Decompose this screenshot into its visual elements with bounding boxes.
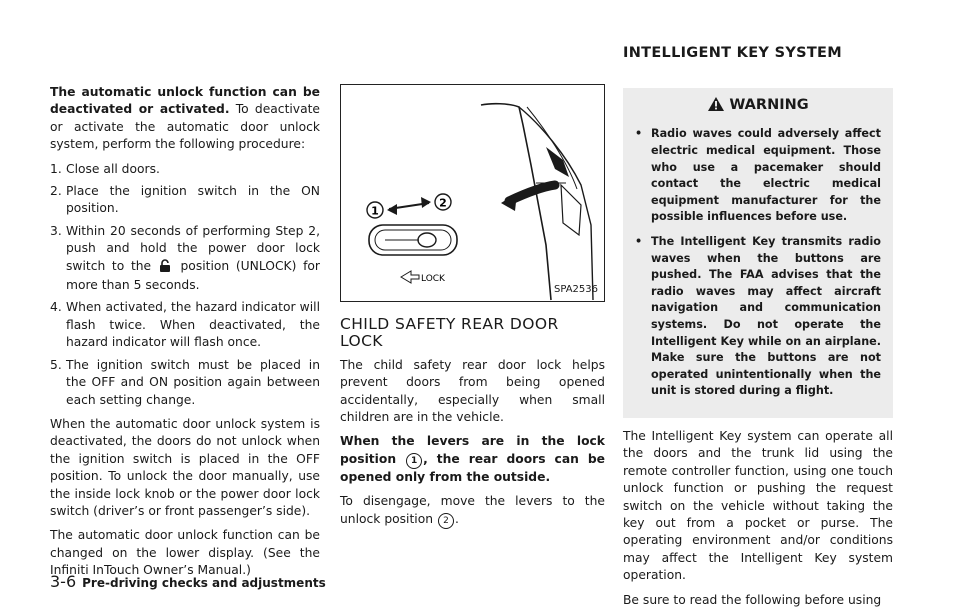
child-lock-figure (340, 84, 605, 302)
lock-text-b: , the rear doors can be opened only from the outside. (340, 451, 606, 484)
page-footer (50, 572, 326, 591)
procedure-step (50, 357, 320, 409)
middle-column (340, 84, 605, 536)
disengage-paragraph (340, 493, 605, 528)
step-text: The ignition switch must be placed in the OFF and ON position again between each setting change. (66, 357, 320, 407)
warning-box (623, 88, 893, 418)
door-lock-illustration (341, 85, 604, 301)
procedure-step (50, 161, 320, 178)
warning-item (635, 126, 881, 226)
body-paragraph: The automatic door unlock function can be changed on the lower display. (See the Infiniti InTouch Owner’s Manual.) (50, 528, 320, 578)
footer-section: Pre-driving checks and adjustments (82, 576, 326, 590)
body-paragraph: When the automatic door unlock system is deactivated, the doors do not unlock when the ignition switch is placed in the OFF position. To unlock the door manually, use the inside lock knob or the power door lock switch (driver’s or front passenger’s side). (50, 416, 320, 518)
warning-list (635, 126, 881, 400)
body-paragraph: The Intelligent Key system can operate all the doors and the trunk lid using the remote controller function, using one touch unlock function or pushing the request switch on the vehicle without taking the key out from a pocket or purse. The operating environment and/or conditions may affect the Intelligent Key system operation. (623, 428, 893, 583)
marker-2-label: 2 (439, 196, 447, 210)
step-number: 4. (50, 300, 62, 315)
warning-item (635, 234, 881, 400)
warning-title: WARNING (729, 97, 809, 113)
page-number: 3-6 (50, 572, 77, 591)
step-text-tail: position (UNLOCK) for more than 5 seconds. (66, 258, 320, 293)
intro-paragraph (50, 84, 320, 154)
lock-position-paragraph (340, 433, 605, 486)
lock-text-a: When the levers are in the lock position (340, 434, 605, 466)
procedure-step (50, 183, 320, 218)
step-number: 1. (50, 161, 62, 176)
procedure-list (50, 161, 320, 409)
intro-rest: To deactivate or activate the automatic door unlock system, perform the following procedure: (50, 102, 321, 152)
bullet: • (635, 234, 643, 248)
warning-text: Radio waves could adversely affect electric medical equipment. Those who use a pacemaker should contact the electric medical equipment manufacturer for the possible influences before use. (651, 127, 881, 224)
marker-2-inline: 2 (438, 513, 454, 529)
step-number: 5. (50, 357, 62, 372)
warning-icon (707, 96, 725, 112)
child-lock-heading: CHILD SAFETY REAR DOOR LOCK (340, 315, 559, 351)
unlock-icon (158, 259, 174, 277)
disengage-text-a: To disengage, move the levers to the unlock position (340, 494, 605, 526)
warning-text: The Intelligent Key transmits radio waves when the buttons are pushed. The FAA advises that the radio waves may affect aircraft navigation and communication systems. Do not operate the Intelligent Key while on an airplane. Make sure the buttons are not operated unintentionally when the unit is stored during a flight. (651, 234, 881, 398)
figure-caption: SPA2536 (553, 283, 598, 295)
right-column (623, 84, 893, 616)
section-title: INTELLIGENT KEY SYSTEM (623, 45, 842, 61)
lock-label: LOCK (421, 274, 445, 284)
step-number: 2. (50, 184, 62, 199)
step-text: Within 20 seconds of performing Step 2, push and hold the power door lock switch to the (66, 223, 320, 273)
left-column (50, 84, 320, 587)
intro-bold: The automatic unlock function can be deactivated or activated. (50, 85, 320, 117)
step-number: 3. (50, 223, 62, 238)
procedure-step (50, 223, 320, 295)
step-text: When activated, the hazard indicator will flash twice. When deactivated, the hazard indicator will flash once. (66, 300, 320, 350)
body-paragraph: Be sure to read the following before using (623, 592, 882, 607)
procedure-step (50, 299, 320, 351)
step-text: Place the ignition switch in the ON position. (66, 184, 320, 216)
bullet: • (635, 127, 643, 141)
body-paragraph: The child safety rear door lock helps prevent doors from being opened accidentally, especially when small children are in the vehicle. (340, 357, 605, 425)
marker-1-inline: 1 (406, 453, 422, 469)
step-text: Close all doors. (66, 161, 160, 176)
marker-1-label: 1 (371, 204, 379, 218)
disengage-text-b: . (454, 511, 459, 526)
warning-heading (635, 96, 881, 114)
